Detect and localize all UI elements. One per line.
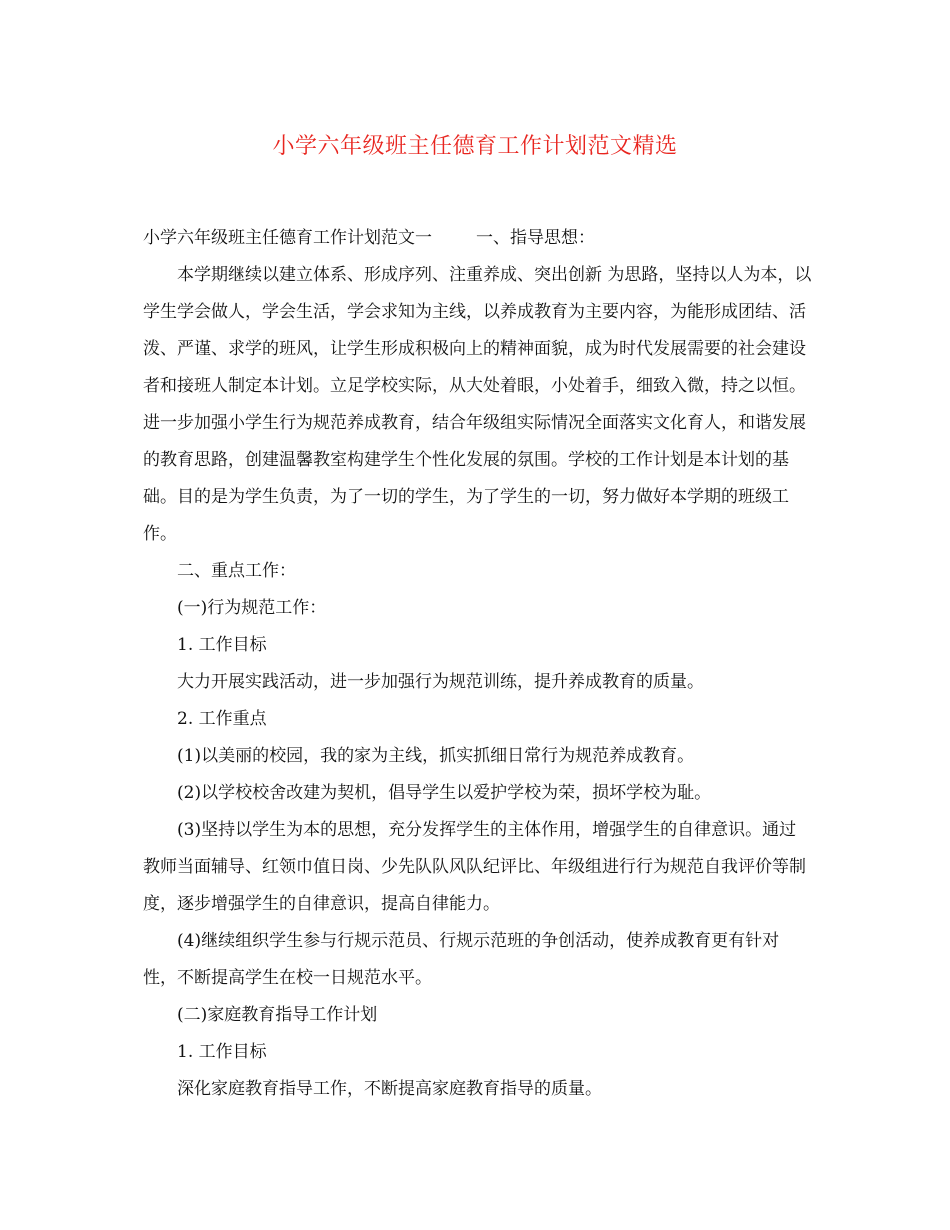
item-heading-family-goal: 1. 工作目标 (177, 1042, 267, 1062)
document-title: 小学六年级班主任德育工作计划范文精选 (272, 134, 678, 159)
section-heading-key-work: 二、重点工作： (177, 561, 296, 581)
item-heading-work-focus: 2. 工作重点 (177, 709, 267, 729)
list-item-focus-4: (4)继续组织学生参与行规示范员、行规示范班的争创活动，使养成教育更有针对性，不断提高学生在校一日规范水平。 (143, 931, 780, 988)
list-item-focus-1: (1)以美丽的校园，我的家为主线，抓实抓细日常行为规范养成教育。 (177, 746, 695, 766)
paragraph-work-goal: 大力开展实践活动，进一步加强行为规范训练，提升养成教育的质量。 (177, 672, 704, 692)
item-heading-work-goal: 1. 工作目标 (177, 635, 267, 655)
intro-line (143, 220, 813, 257)
subsection-heading-behavior: (一)行为规范工作： (177, 598, 327, 618)
document-body (143, 220, 813, 1108)
list-item-focus-3: (3)坚持以学生为本的思想，充分发挥学生的主体作用，增强学生的自律意识。通过教师当面辅导、红领巾值日岗、少先队队风队纪评比、年级组进行行为规范自我评价等制度，逐步增强学生的自律意识，提高自律能力。 (143, 820, 806, 914)
subsection-heading-family: (二)家庭教育指导工作计划 (177, 1005, 378, 1025)
paragraph-guiding-thought: 本学期继续以建立体系、形成序列、注重养成、突出创新 为思路，坚持以人为本，以学生学会做人，学会生活，学会求知为主线，以养成教育为主要内容，为能形成团结、活泼、严谨、求学的班风，让学生形成积极向上的精神面貌，成为时代发展需要的社会建设者和接班人制定本计划。立足学校实际，从大处着眼，小处着手，细致入微，持之以恒。进一步加强小学生行为规范养成教育，结合年级组实际情况全面落实文化育人，和谐发展的教育思路，创建温馨教室构建学生个性化发展的氛围。学校的工作计划是本计划的基础。目的是为学生负责，为了一切的学生，为了学生的一切，努力做好本学期的班级工作。 (143, 265, 812, 544)
intro-heading: 小学六年级班主任德育工作计划范文一 (143, 228, 432, 248)
paragraph-family-goal: 深化家庭教育指导工作，不断提高家庭教育指导的质量。 (177, 1079, 602, 1099)
list-item-focus-2: (2)以学校校舍改建为契机，倡导学生以爱护学校为荣，损坏学校为耻。 (177, 783, 712, 803)
section-heading-guiding-thought: 一、指导思想： (476, 228, 595, 248)
